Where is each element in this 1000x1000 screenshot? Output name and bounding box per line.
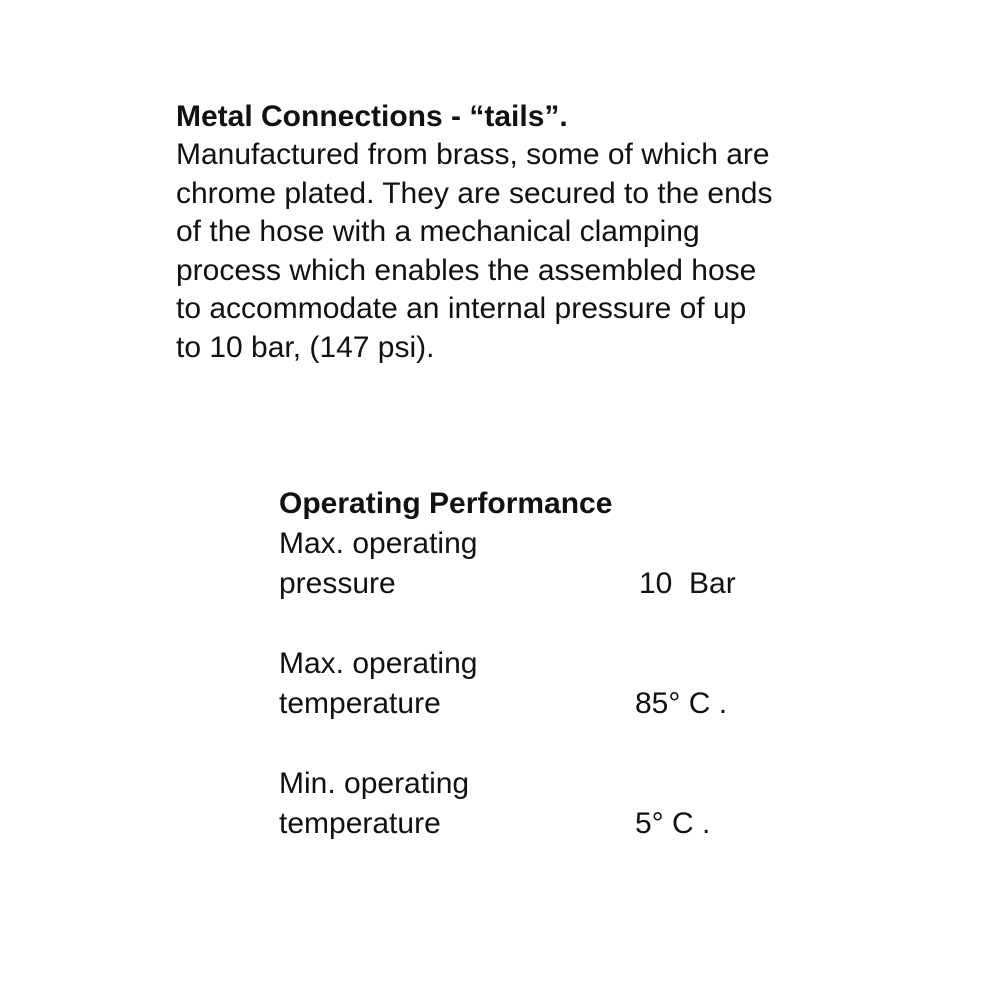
spec-label-line: Max. operating (279, 647, 478, 680)
description-line: process which enables the assembled hose (176, 253, 757, 287)
description-line: to 10 bar, (147 psi). (176, 330, 435, 364)
spec-row-max-pressure (279, 524, 879, 604)
description-line: of the hose with a mechanical clamping (176, 215, 700, 248)
spec-label-line: temperature (279, 807, 441, 840)
spec-row-min-temperature (279, 764, 879, 844)
spec-label-line: Min. operating (279, 767, 470, 800)
metal-connections-section (176, 98, 896, 367)
description-line: chrome plated. They are secured to the ends (176, 176, 773, 210)
spec-value: 10 Bar (639, 567, 736, 600)
description-line: to accommodate an internal pressure of up (176, 292, 747, 325)
operating-performance-heading: Operating Performance (279, 487, 613, 520)
description-line: Manufactured from brass, some of which are (176, 138, 770, 171)
metal-connections-heading: Metal Connections - “tails”. (176, 100, 568, 133)
spec-row-max-temperature (279, 644, 879, 724)
spec-label-line: temperature (279, 687, 441, 720)
spec-label-line: pressure (279, 567, 396, 600)
spec-label (279, 644, 879, 724)
spec-label (279, 764, 879, 844)
spec-value: 5° C . (635, 807, 711, 840)
metal-connections-description (176, 136, 896, 367)
operating-performance-section (279, 484, 879, 884)
spec-value: 85° C . (635, 687, 728, 720)
spec-label-line: Max. operating (279, 527, 478, 560)
spec-label (279, 524, 879, 604)
